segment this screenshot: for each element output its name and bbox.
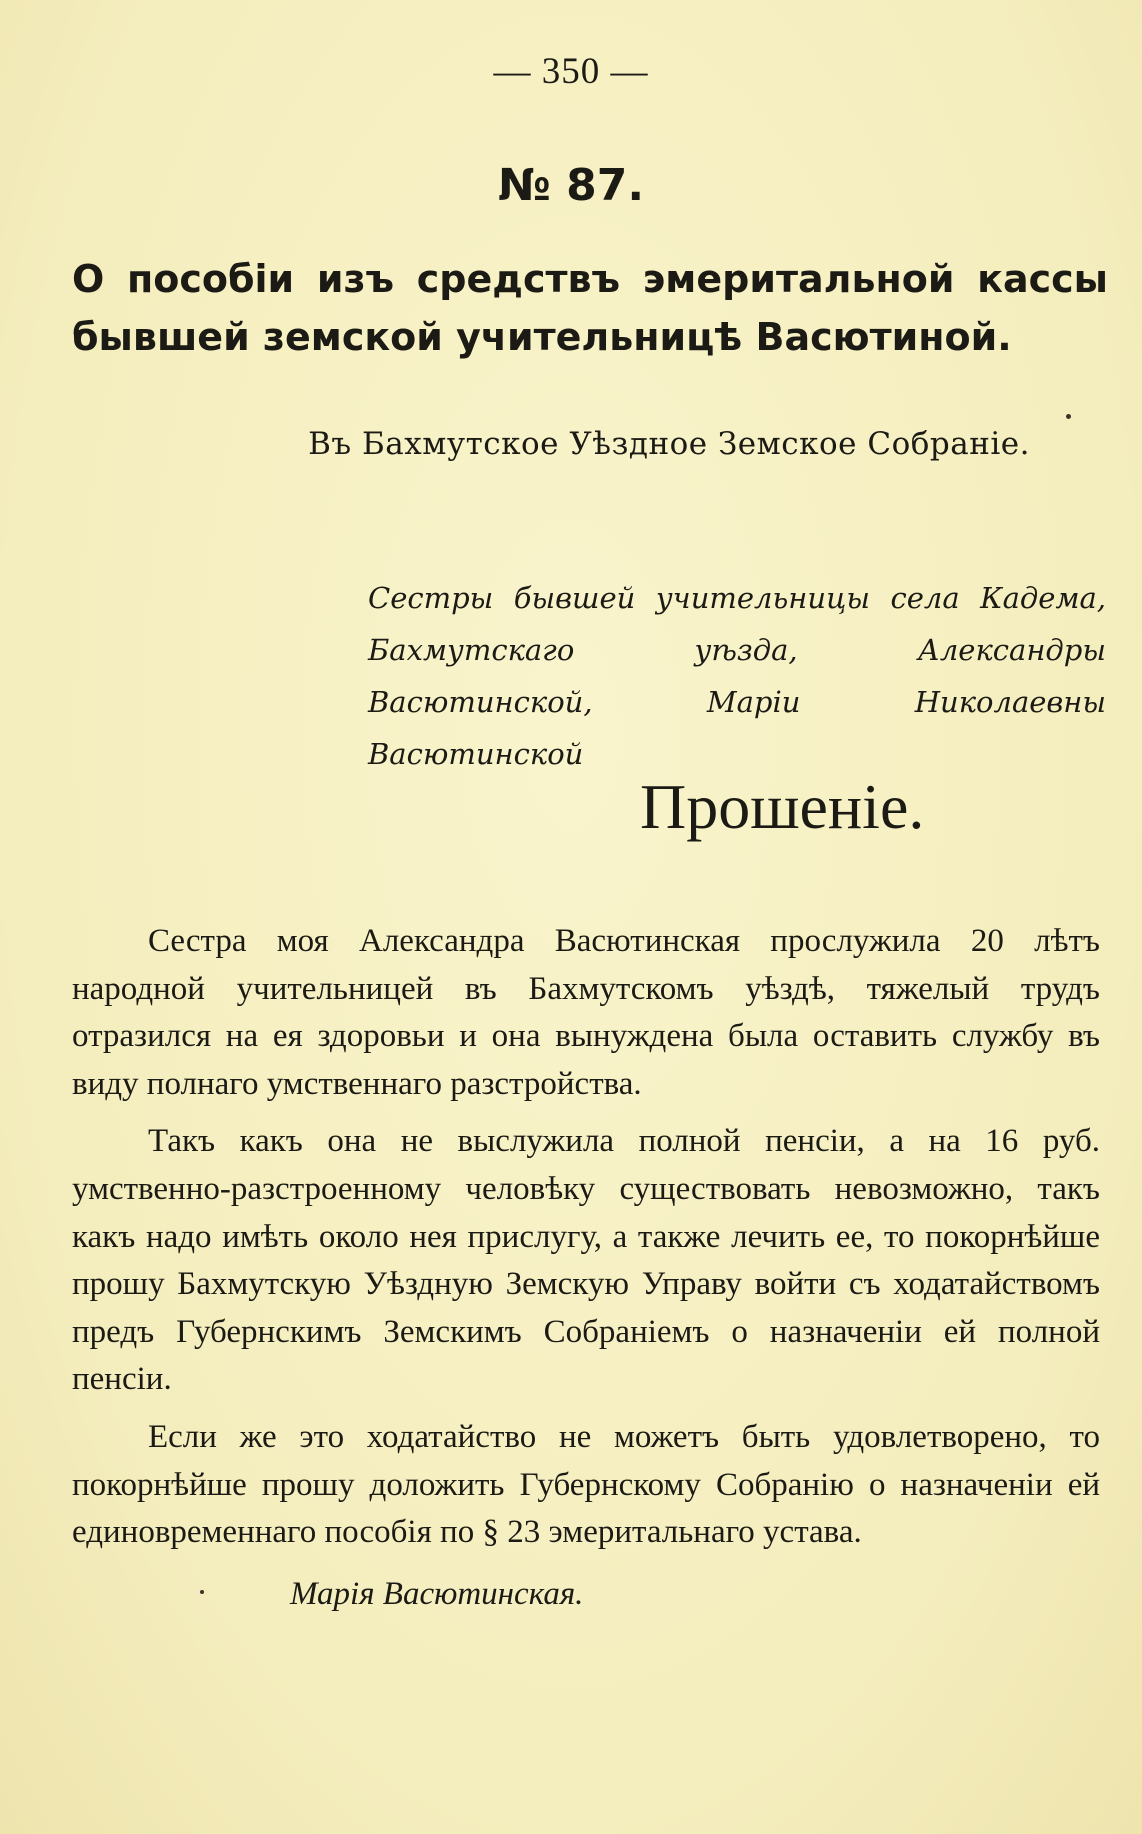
petition-body — [72, 918, 1100, 1557]
document-title: О пособіи изъ средствъ эмеритальной кассы бывшей земской учительницѣ Васютиной. — [72, 257, 1108, 359]
page-number: — 350 — — [493, 51, 649, 92]
ink-speck — [1066, 414, 1071, 419]
petition-heading: Прошеніе. — [640, 771, 925, 842]
signature: Марія Васютинская. — [290, 1576, 584, 1612]
body-paragraph: Такъ какъ она не выслужила полной пенсіи, а на 16 руб. умственно-разстроенному человѣку существовать невозможно, такъ какъ надо имѣть около нея прислугу, а также лечить ее, то покорнѣйше прошу Бахмутскую Уѣздную Земскую Управу войти съ ходатайствомъ предъ Губернскимъ Земскимъ Собраніемъ о назначеніи ей полной пенсіи. — [72, 1123, 1100, 1398]
body-paragraph: Если же это ходатайство не можетъ быть удовлетворено, то покорнѣйше прошу доложить Губернскому Собранію о назначеніи ей единовременнаго пособія по § 23 эмеритальнаго устава. — [72, 1418, 1100, 1551]
addressee-line: Въ Бахмутское Уѣздное Земское Собраніе. — [308, 426, 1030, 462]
document-number: № 87. — [497, 160, 645, 211]
body-paragraph: Сестра моя Александра Васютинская прослужила 20 лѣтъ народной учительницей въ Бахмутскомъ уѣздѣ, тяжелый трудъ отразился на ея здоровьи и она вынуждена была оставить службу въ виду полнаго умственнаго разстройства. — [72, 923, 1100, 1102]
petitioners-line: Сестры бывшей учительницы села Кадема, Бахмутскаго уѣзда, Александры Васютинской, Маріи Николаевны Васютинской — [368, 581, 1106, 771]
ink-speck — [200, 1590, 204, 1594]
